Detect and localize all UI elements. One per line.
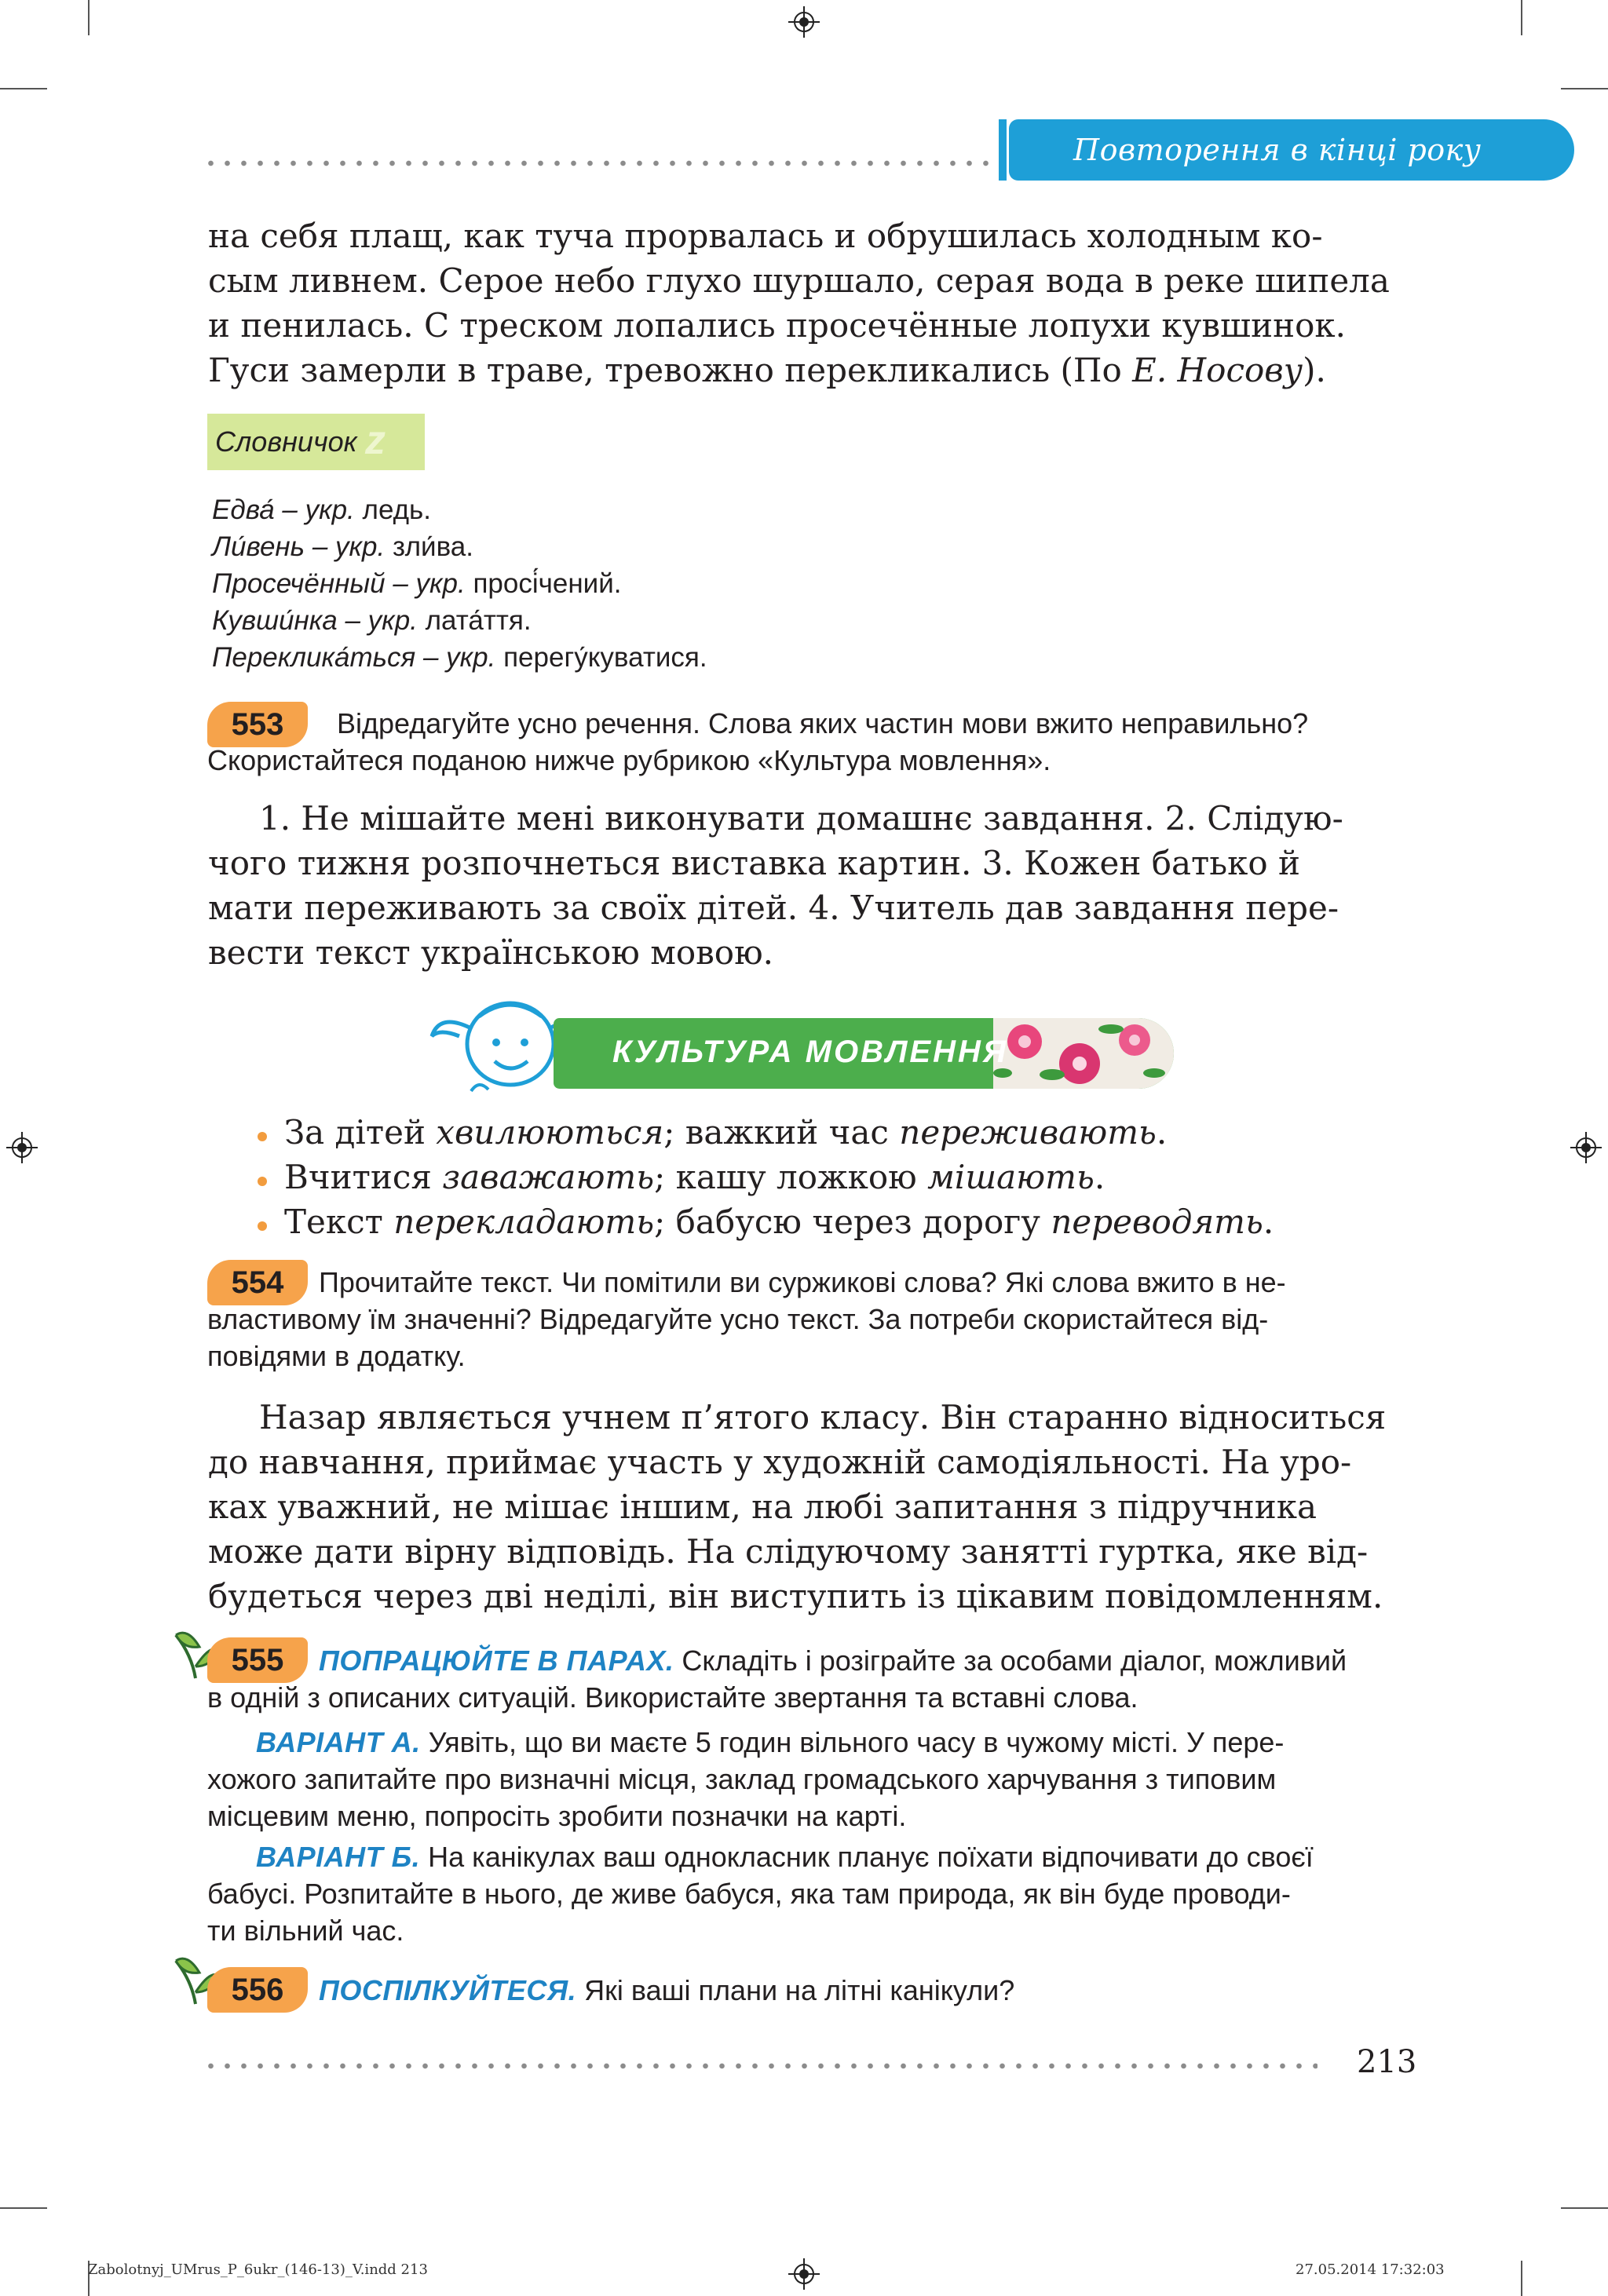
task-553-instruction <box>207 705 1401 779</box>
crop-mark <box>1561 2207 1608 2209</box>
task-556-instruction <box>207 1972 1401 2009</box>
text-span: . <box>1156 1113 1168 1152</box>
text-line: Прочитайте текст. Чи помітили ви суржикові слова? Які слова вжито в не- <box>319 1266 1286 1298</box>
text-line <box>208 348 1398 392</box>
text-italic: переводять <box>1051 1203 1263 1241</box>
vocabulary-item <box>212 528 473 565</box>
registration-mark-icon <box>788 2258 820 2290</box>
text-span: Вчитися <box>284 1158 443 1196</box>
text-line: місцевим меню, попросіть зробити позначки на карті. <box>207 1800 907 1832</box>
text-italic: перекладають <box>393 1203 655 1241</box>
vocabulary-title: Словничок <box>207 414 425 470</box>
exercise-number-badge: 555 <box>207 1637 308 1683</box>
task-554-instruction <box>207 1264 1401 1374</box>
author-name: Е. Носову <box>1132 351 1303 389</box>
text-span: На канікулах ваш однокласник планує поїхати відпочивати до своєї <box>420 1841 1314 1873</box>
vocabulary-item <box>212 639 707 676</box>
crop-mark <box>88 0 90 35</box>
exercise-number-badge: 553 <box>207 702 308 747</box>
flower-ornament-icon <box>993 1018 1174 1089</box>
text-span: Гуси замерли в траве, тревожно перекликались (По <box>208 351 1133 389</box>
text-italic: заважають <box>442 1158 655 1196</box>
text-line: ках уважний, не мішає іншим, на любі запитання з підручника <box>208 1487 1317 1526</box>
vocab-word: Переклика́ться – укр. <box>212 642 496 673</box>
vocab-translation: лата́ття. <box>417 605 532 636</box>
text-line: вести текст українською мовою. <box>208 933 774 972</box>
text-line: в одній з описаних ситуацій. Використайте звертання та вставні слова. <box>207 1681 1138 1714</box>
footer-dotted-rule <box>203 2063 1317 2069</box>
task-554-text <box>208 1395 1398 1619</box>
text-line: 1. Не мішайте мені виконувати домашнє завдання. 2. Слідую- <box>259 799 1343 838</box>
header-tab-strip <box>999 119 1007 181</box>
text-span: Уявіть, що ви маєте 5 годин вільного часу в чужому місті. У пере- <box>420 1726 1285 1758</box>
header-dotted-rule <box>203 160 992 166</box>
text-line: може дати вірну відповідь. На слідуючому занятті гуртка, яке від- <box>208 1532 1369 1571</box>
vocabulary-item <box>212 491 431 528</box>
text-span: . <box>1094 1158 1106 1196</box>
crop-mark <box>1521 2261 1522 2296</box>
text-span: ; кашу ложкою <box>654 1158 928 1196</box>
crop-mark <box>1561 88 1608 89</box>
vocab-translation: зли́ва. <box>385 531 473 562</box>
registration-mark-icon <box>788 6 820 38</box>
text-italic: хвилюються <box>436 1113 664 1152</box>
text-span: ; важкий час <box>663 1113 900 1152</box>
print-file-info: Zabolotnyj_UMrus_P_6ukr_(146-13)_V.indd 213 <box>88 2261 428 2278</box>
text-line: Скористайтеся поданою нижче рубрикою «Культура мовлення». <box>207 744 1051 776</box>
task-label: ПОПРАЦЮЙТЕ В ПАРАХ. <box>319 1644 674 1677</box>
text-line: сым ливнем. Серое небо глухо шуршало, серая вода в реке шипела <box>208 261 1390 300</box>
text-line: повідями в додатку. <box>207 1340 466 1372</box>
text-line: на себя плащ, как туча прорвалась и обрушилась холодным ко- <box>208 217 1323 255</box>
bullet-dot <box>258 1177 267 1186</box>
intro-paragraph <box>208 214 1398 392</box>
vocab-word: Просечённый – укр. <box>212 568 466 599</box>
text-line: мати переживають за своїх дітей. 4. Учитель дав завдання пере- <box>208 889 1339 927</box>
text-span: Складіть і розіграйте за особами діалог, можливий <box>674 1644 1347 1677</box>
variant-label: ВАРІАНТ Б. <box>256 1841 421 1873</box>
vocab-translation: ледь. <box>354 495 432 525</box>
registration-mark-icon <box>6 1132 38 1163</box>
text-line: властивому їм значенні? Відредагуйте усно текст. За потреби скористайтеся від- <box>207 1303 1269 1335</box>
bullet-dot <box>258 1132 267 1141</box>
crop-mark <box>0 88 47 89</box>
text-line: ти вільний час. <box>207 1915 404 1947</box>
text-line: чого тижня розпочнеться виставка картин. 3. Кожен батько й <box>208 844 1301 882</box>
text-span: ). <box>1303 351 1326 389</box>
vocabulary-letter-decoration: z <box>365 418 386 463</box>
text-span: ; бабусю через дорогу <box>654 1203 1051 1241</box>
print-date-info: 27.05.2014 17:32:03 <box>1296 2261 1445 2278</box>
variant-a <box>207 1724 1401 1834</box>
vocab-translation: перегу́куватися. <box>495 642 707 673</box>
vocabulary-item <box>212 565 622 602</box>
text-line: до навчання, приймає участь у художній самодіяльності. На уро- <box>208 1443 1352 1481</box>
text-span: . <box>1263 1203 1274 1241</box>
culture-bullet <box>284 1110 1167 1155</box>
variant-b <box>207 1838 1401 1949</box>
text-line: хожого запитайте про визначні місця, заклад громадського харчування з типовим <box>207 1763 1277 1795</box>
text-line <box>207 1972 1401 2009</box>
text-span: Які ваші плани на літні канікули? <box>576 1974 1015 2006</box>
text-italic: переживають <box>899 1113 1157 1152</box>
text-span: За дітей <box>284 1113 437 1152</box>
variant-label: ВАРІАНТ А. <box>256 1726 421 1758</box>
bullet-dot <box>258 1221 267 1231</box>
vocab-word: Кувши́нка – укр. <box>212 605 418 636</box>
vocab-word: Едва́ – укр. <box>212 495 355 525</box>
crop-mark <box>1521 0 1522 35</box>
crop-mark <box>0 2207 47 2209</box>
culture-bullet <box>284 1155 1105 1199</box>
registration-mark-icon <box>1570 1132 1602 1163</box>
vocab-translation: просі́чений. <box>465 568 622 599</box>
text-line <box>207 1724 1401 1761</box>
text-line <box>207 1838 1401 1875</box>
culture-bullet <box>284 1199 1274 1244</box>
text-line: будеться через дві неділі, він виступить із цікавим повідомленням. <box>208 1577 1383 1615</box>
task-553-sentences <box>208 796 1398 975</box>
vocab-word: Ли́вень – укр. <box>212 531 386 562</box>
text-line: бабусі. Розпитайте в нього, де живе бабуся, яка там природа, як він буде проводи- <box>207 1878 1291 1910</box>
culture-banner-title: КУЛЬТУРА МОВЛЕННЯ <box>612 1035 1009 1069</box>
text-italic: мішають <box>927 1158 1095 1196</box>
text-line: Відредагуйте усно речення. Слова яких частин мови вжито неправильно? <box>337 707 1309 739</box>
exercise-number-badge: 556 <box>207 1967 308 2013</box>
text-span: Текст <box>284 1203 394 1241</box>
text-line <box>207 1642 1401 1679</box>
section-header-tab: Повторення в кінці року <box>1009 119 1574 181</box>
task-label: ПОСПІЛКУЙТЕСЯ. <box>319 1974 577 2006</box>
page-number: 213 <box>1357 2044 1417 2080</box>
vocabulary-item <box>212 602 532 639</box>
task-555-instruction <box>207 1642 1401 1716</box>
exercise-number-badge: 554 <box>207 1260 308 1305</box>
text-line: и пенилась. С треском лопались просечённые лопухи кувшинок. <box>208 306 1346 345</box>
text-line: Назар являється учнем п’ятого класу. Він старанно відноситься <box>259 1398 1387 1436</box>
